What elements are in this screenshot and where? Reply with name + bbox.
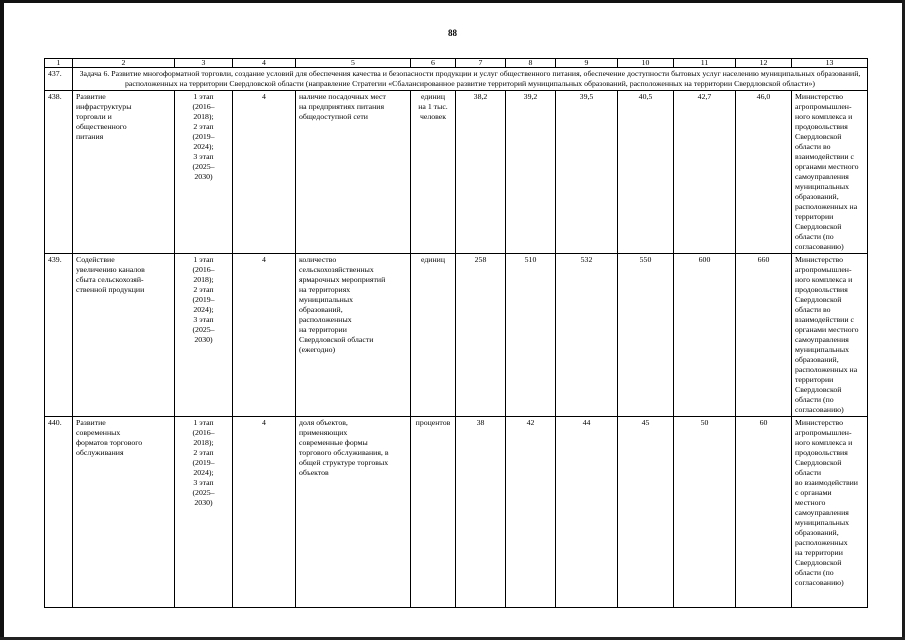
column-header: 2 — [73, 59, 175, 68]
task-description: Задача 6. Развитие многоформатной торговли, создание условий для обеспечения качества и безопасности продукции и услуг общественного питания, обеспечение доступности бытовых услуг населению муниципальных образований, расположенных на территории Свердловской области (направление Стратегии «Сбалансированное развитие территорий муниципальных образований, расположенных на территории Свердловской области») — [73, 68, 868, 91]
table-row — [45, 91, 868, 254]
column-header: 6 — [411, 59, 456, 68]
column-number-row — [45, 59, 868, 68]
stage-period: 1 этап (2016– 2018); 2 этап (2019– 2024); 3 этап (2025– 2030) — [175, 254, 233, 417]
row-number: 438. — [45, 91, 73, 254]
value-col-7: 38 — [456, 417, 506, 608]
column-4-value: 4 — [233, 417, 296, 608]
column-header: 8 — [506, 59, 556, 68]
value-col-8: 39,2 — [506, 91, 556, 254]
task-row — [45, 68, 868, 91]
row-number: 440. — [45, 417, 73, 608]
column-4-value: 4 — [233, 91, 296, 254]
column-header: 9 — [556, 59, 618, 68]
value-col-11: 50 — [674, 417, 736, 608]
indicator-name: доля объектов, применяющих современные формы торгового обслуживания, в общей структуре торговых объектов — [296, 417, 411, 608]
value-col-7: 38,2 — [456, 91, 506, 254]
indicator-name: количество сельскохозяйственных ярмарочных мероприятий на территориях муниципальных образований, расположенных на территории Свердловской области (ежегодно) — [296, 254, 411, 417]
table-row — [45, 417, 868, 608]
value-col-9: 44 — [556, 417, 618, 608]
value-col-12: 660 — [736, 254, 792, 417]
column-header: 5 — [296, 59, 411, 68]
column-header: 13 — [792, 59, 868, 68]
value-col-10: 550 — [618, 254, 674, 417]
indicator-name: наличие посадочных мест на предприятиях питания общедоступной сети — [296, 91, 411, 254]
row-number: 439. — [45, 254, 73, 417]
activity-name: Развитие современных форматов торгового обслуживания — [73, 417, 175, 608]
unit: единиц — [411, 254, 456, 417]
responsible-party: Министерство агропромышлен- ного комплекса и продовольствия Свердловской области во взаимодействии с органами местного самоуправления муниципальных образований, расположенных на территории Свердловской области (по согласованию) — [792, 91, 868, 254]
value-col-9: 532 — [556, 254, 618, 417]
column-header: 12 — [736, 59, 792, 68]
value-col-12: 60 — [736, 417, 792, 608]
stage-period: 1 этап (2016– 2018); 2 этап (2019– 2024); 3 этап (2025– 2030) — [175, 91, 233, 254]
column-header: 3 — [175, 59, 233, 68]
column-header: 10 — [618, 59, 674, 68]
column-header: 4 — [233, 59, 296, 68]
page-number: 88 — [448, 28, 457, 38]
column-header: 7 — [456, 59, 506, 68]
responsible-party: Министерство агропромышлен- ного комплекса и продовольствия Свердловской области во взаимодействии с органами местного самоуправления муниципальных образований, расположенных на территории Свердловской области (по согласованию) — [792, 254, 868, 417]
value-col-10: 45 — [618, 417, 674, 608]
stage-period: 1 этап (2016– 2018); 2 этап (2019– 2024); 3 этап (2025– 2030) — [175, 417, 233, 608]
activity-name: Развитие инфраструктуры торговли и общественного питания — [73, 91, 175, 254]
activity-name: Содействие увеличению каналов сбыта сельскохозяй- ственной продукции — [73, 254, 175, 417]
scan-edge-top — [0, 0, 905, 3]
indicators-table — [44, 58, 868, 608]
column-header: 1 — [45, 59, 73, 68]
value-col-11: 600 — [674, 254, 736, 417]
value-col-9: 39,5 — [556, 91, 618, 254]
value-col-7: 258 — [456, 254, 506, 417]
responsible-party: Министерство агропромышлен- ного комплекса и продовольствия Свердловской области во взаимодействии с органами местного самоуправления муниципальных образований, расположенных на территории Свердловской области (по согласованию) — [792, 417, 868, 608]
unit: единиц на 1 тыс. человек — [411, 91, 456, 254]
column-4-value: 4 — [233, 254, 296, 417]
row-number: 437. — [45, 68, 73, 91]
scan-edge-left — [0, 0, 4, 640]
value-col-11: 42,7 — [674, 91, 736, 254]
value-col-10: 40,5 — [618, 91, 674, 254]
value-col-12: 46,0 — [736, 91, 792, 254]
table-row — [45, 254, 868, 417]
value-col-8: 510 — [506, 254, 556, 417]
unit: процентов — [411, 417, 456, 608]
column-header: 11 — [674, 59, 736, 68]
value-col-8: 42 — [506, 417, 556, 608]
